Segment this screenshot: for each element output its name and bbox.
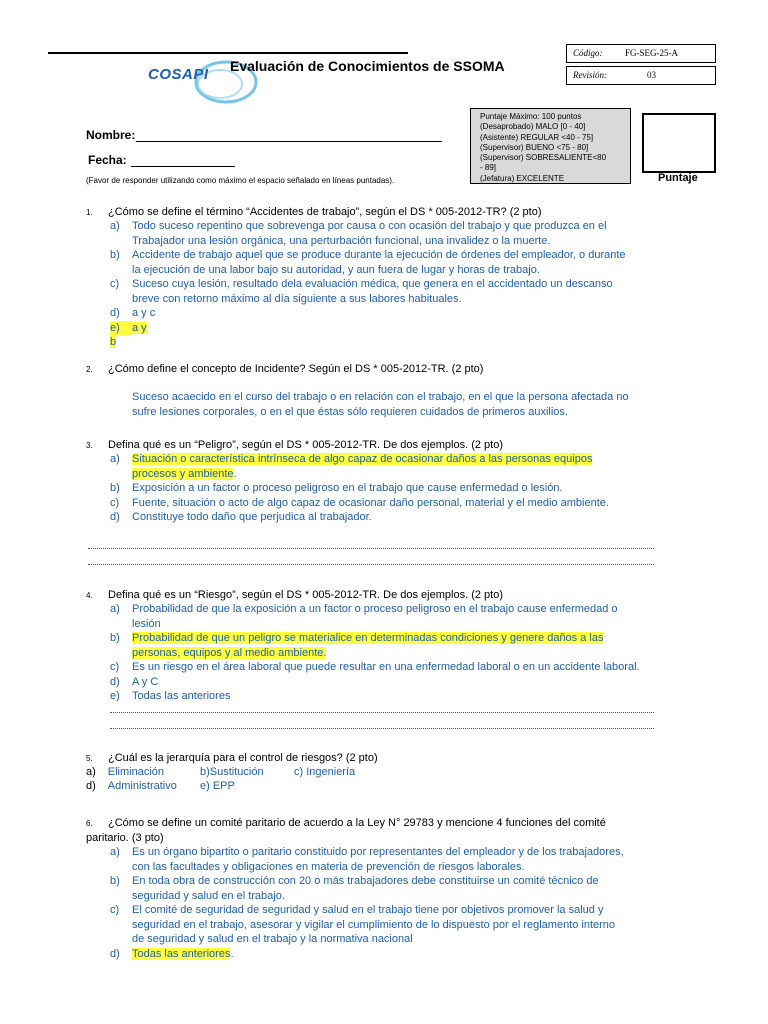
q1-options	[110, 219, 626, 350]
score-line: Puntaje Máximo: 100 puntos	[480, 112, 582, 121]
score-line: (Jefatura) EXCELENTE	[480, 173, 565, 183]
option-b[interactable]: b) Probabilidad de que un peligro se materialice en determinadas condiciones y genere daños a las	[110, 632, 604, 644]
question-4	[86, 588, 503, 603]
fecha-field[interactable]	[131, 166, 235, 167]
q5-option-e[interactable]: e) EPP	[200, 780, 235, 792]
option-b-cont: la ejecución de una labor bajo su autoridad, y aun fuera de lugar y horas de trabajo.	[132, 263, 540, 276]
question-1	[86, 205, 542, 220]
revision-label: Revisión:	[573, 70, 607, 80]
option-a[interactable]: a) Es un órgano bipartito o paritario constituido por representantes del empleador y de los trabajadores,	[110, 846, 624, 858]
option-b-cont: seguridad y salud en el trabajo.	[132, 889, 285, 902]
option-b[interactable]: b) Accidente de trabajo aquel que se produce durante la ejecución de órdenes del empleador, o durante	[110, 249, 626, 261]
q4-options	[110, 602, 640, 704]
option-b[interactable]: b) Exposición a un factor o proceso peligroso en el trabajo que cause enfermedad o lesión.	[110, 482, 563, 494]
question-6	[86, 816, 606, 845]
nombre-label: Nombre:	[86, 128, 136, 142]
option-b[interactable]: b) En toda obra de construcción con 20 o más trabajadores debe constituirse un comité técnico de	[110, 875, 599, 887]
option-c-cont: breve con retorno máximo al día siguiente a sus labores habituales.	[132, 292, 462, 305]
form-note: (Favor de responder utilizando como máximo el espacio señalado en líneas puntadas).	[86, 176, 395, 185]
option-d[interactable]: d) a y c	[110, 307, 156, 319]
q5-option-a[interactable]: a) Eliminación	[86, 766, 165, 778]
option-b-cont: personas, equipos y al medio ambiente.	[132, 646, 327, 659]
answer-dotted-line[interactable]	[110, 728, 654, 729]
answer-line: Suceso acaecido en el curso del trabajo o en relación con el trabajo, en el que la persona afectada no	[132, 391, 629, 403]
nombre-field[interactable]	[136, 141, 442, 142]
option-e[interactable]: e) Todas las anteriores	[110, 690, 231, 702]
option-a-cont: lesión	[132, 617, 161, 630]
question-number: 4.	[86, 591, 93, 600]
question-number: 2.	[86, 365, 93, 374]
q3-options	[110, 452, 609, 525]
score-line: (Desaprobado) MALO [0 - 40]	[480, 122, 586, 132]
q5-option-b[interactable]: b)Sustitución	[200, 766, 264, 778]
codigo-value: FG-SEG-25-A	[625, 48, 678, 58]
logo-text: COSAPI	[148, 66, 209, 83]
q5-option-d[interactable]: d) Administrativo	[86, 780, 177, 792]
option-c[interactable]: c) El comité de seguridad de seguridad y salud en el trabajo tiene por objetivos promover la salud y	[110, 904, 604, 916]
codigo-box	[566, 44, 716, 63]
q6-options	[110, 845, 624, 961]
question-number: 3.	[86, 441, 93, 450]
page-title: Evaluación de Conocimientos de SSOMA	[230, 58, 505, 74]
answer-dotted-line[interactable]	[110, 712, 654, 713]
question-text: ¿Cuál es la jerarquía para el control de riesgos? (2 pto)	[108, 752, 378, 764]
question-2	[86, 362, 483, 377]
question-text: ¿Cómo se define el término “Accidentes de trabajo”, según el DS * 005-2012-TR? (2 pto)	[108, 206, 542, 218]
score-line: (Supervisor) BUENO <75 - 80]	[480, 142, 589, 152]
option-d[interactable]: d) Constituye todo daño que perjudica al trabajador.	[110, 511, 372, 523]
option-e[interactable]: e) a y	[110, 321, 147, 334]
score-line: (Asistente) REGULAR <40 - 75]	[480, 132, 594, 142]
score-scale-box	[470, 108, 631, 184]
option-a[interactable]: a) Situación o característica intrínseca de algo capaz de ocasionar daños a las personas equipos	[110, 453, 593, 465]
answer-dotted-line[interactable]	[88, 564, 654, 565]
option-d[interactable]: d) A y C	[110, 675, 159, 688]
option-e-cont: b	[110, 336, 117, 348]
option-c-cont: seguridad en el trabajo, asesorar y vigilar el cumplimiento de lo dispuesto por el reglamento interno	[132, 918, 616, 931]
option-c-cont: de seguridad y salud en el trabajo y la normativa nacional	[132, 933, 413, 945]
score-line: - 89]	[480, 163, 497, 173]
answer-dotted-line[interactable]	[88, 548, 654, 549]
option-a-cont: procesos y ambiente.	[132, 467, 237, 480]
answer-line: sufre lesiones corporales, o en el que éstas sólo requieren cuidados de primeros auxilios.	[132, 405, 568, 418]
revision-value: 03	[647, 70, 656, 80]
question-number: 1.	[86, 208, 93, 217]
question-text: ¿Cómo se define un comité paritario de acuerdo a la Ley N° 29783 y mencione 4 funciones del comité	[108, 817, 606, 829]
fecha-label: Fecha:	[88, 153, 127, 167]
q5-option-c[interactable]: c) Ingeniería	[294, 766, 356, 778]
option-d[interactable]: d) Todas las anteriores.	[110, 947, 234, 960]
option-a[interactable]: a) Todo suceso repentino que sobrevenga por causa o con ocasión del trabajo y que produzca en el	[110, 220, 607, 232]
question-text: Defina qué es un “Riesgo”, según el DS * 005-2012-TR. De dos ejemplos. (2 pto)	[108, 589, 503, 601]
codigo-label: Código:	[573, 48, 603, 58]
option-c[interactable]: c) Es un riesgo en el área laboral que puede resultar en una enfermedad laboral o en un accidente laboral.	[110, 661, 640, 673]
question-number: 6.	[86, 819, 93, 828]
option-a-cont: Trabajador una lesión orgánica, una perturbación funcional, una invalidez o la muerte.	[132, 234, 551, 247]
q2-answer	[132, 390, 629, 419]
question-text: ¿Cómo define el concepto de Incidente? Según el DS * 005-2012-TR. (2 pto)	[108, 363, 484, 375]
question-5	[86, 751, 378, 766]
option-a-cont: con las facultades y obligaciones en materia de prevención de riesgos laborales.	[132, 860, 525, 873]
puntaje-label: Puntaje	[658, 172, 698, 184]
option-a[interactable]: a) Probabilidad de que la exposición a un factor o proceso peligroso en el trabajo cause enfermedad o	[110, 603, 618, 615]
option-c[interactable]: c) Suceso cuya lesión, resultado dela evaluación médica, que genera en el accidentado un descanso	[110, 278, 613, 290]
score-line: (Supervisor) SOBRESALIENTE<80	[480, 153, 607, 163]
puntaje-box[interactable]	[642, 113, 716, 173]
option-c[interactable]: c) Fuente, situación o acto de algo capaz de ocasionar daño personal, material y el medio ambiente.	[110, 496, 609, 509]
question-text-cont: paritario. (3 pto)	[86, 832, 164, 844]
question-number: 5.	[86, 754, 93, 763]
question-text: Defina qué es un “Peligro”, según el DS * 005-2012-TR. De dos ejemplos. (2 pto)	[108, 439, 503, 451]
revision-box	[566, 66, 716, 85]
question-3	[86, 438, 503, 453]
